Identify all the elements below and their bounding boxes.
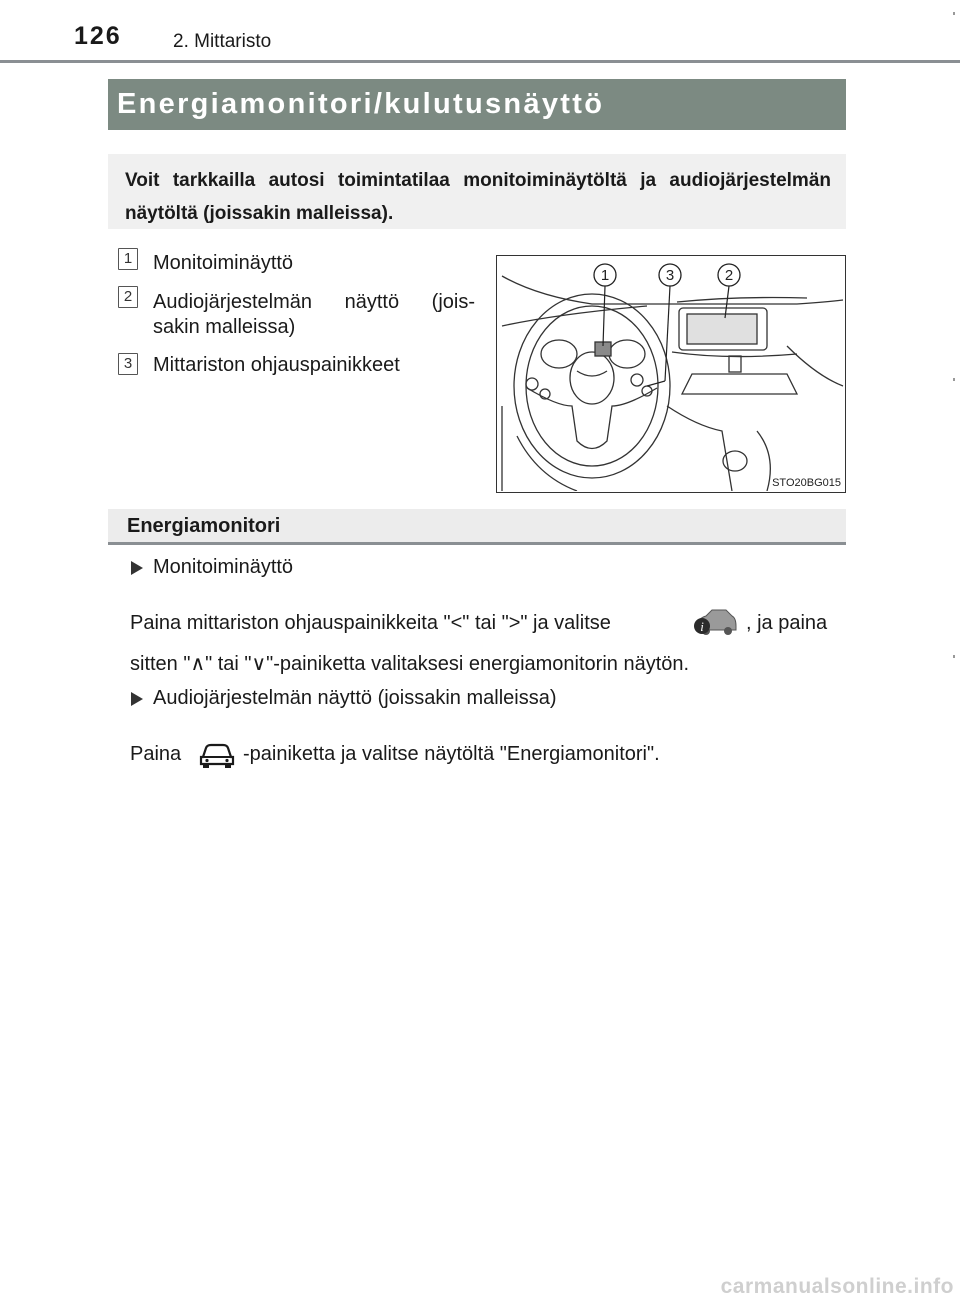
dashboard-figure xyxy=(496,255,846,493)
callout-label: 3 xyxy=(665,267,675,284)
subsection-heading xyxy=(108,509,846,545)
list-item-2: Audiojärjestelmän näyttö (jois- xyxy=(153,291,475,313)
triangle-bullet-icon xyxy=(131,561,143,575)
car-info-icon xyxy=(692,604,738,638)
number-badge-3: 3 xyxy=(118,353,138,375)
paragraph-1-line-2: sitten "∧" tai "∨"-painiketta valitaksesi energiamonitorin näytön. xyxy=(130,653,690,675)
bullet-monitoiminaytto: Monitoiminäyttö xyxy=(153,556,294,578)
list-item-3: Mittariston ohjauspainikkeet xyxy=(153,354,400,376)
paragraph-2-before: Paina xyxy=(130,743,182,765)
intro-text: Voit tarkkailla autosi toimintatilaa monitoiminäytöltä ja audiojärjestelmän näytöltä (joissakin malleissa). xyxy=(125,170,831,224)
svg-text:i: i xyxy=(700,619,704,634)
watermark: carmanualsonline.info xyxy=(720,1275,954,1298)
callout-label: 1 xyxy=(600,267,610,284)
subsection-title: Energiamonitori xyxy=(127,515,281,537)
page-number: 126 xyxy=(74,22,122,50)
car-icon xyxy=(197,737,237,769)
dashboard-illustration xyxy=(497,256,844,491)
banner-title: Energiamonitori/kulutusnäyttö xyxy=(117,88,605,120)
list-item-2-cont: sakin malleissa) xyxy=(153,316,296,338)
triangle-bullet-icon xyxy=(131,692,143,706)
list-item-1: Monitoiminäyttö xyxy=(153,252,294,274)
number-badge-2: 2 xyxy=(118,286,138,308)
bullet-audiojarjestelma: Audiojärjestelmän näyttö (joissakin malleissa) xyxy=(153,687,557,709)
figure-code: STO20BG015 xyxy=(772,477,841,489)
paragraph-1-line-1a: Paina mittariston ohjauspainikkeita "<" tai ">" ja valitse xyxy=(130,612,611,634)
number-badge-1: 1 xyxy=(118,248,138,270)
paragraph-1-line-1b: , ja paina xyxy=(746,612,828,634)
edge-tick xyxy=(953,655,955,658)
paragraph-2-after: -painiketta ja valitse näytöltä "Energiamonitori". xyxy=(243,743,660,765)
section-title: 2. Mittaristo xyxy=(173,31,272,52)
intro-box xyxy=(108,154,846,229)
header-rule xyxy=(0,60,960,63)
edge-tick xyxy=(953,12,955,15)
chapter-banner xyxy=(108,79,846,130)
edge-tick xyxy=(953,378,955,381)
callout-label: 2 xyxy=(724,267,734,284)
